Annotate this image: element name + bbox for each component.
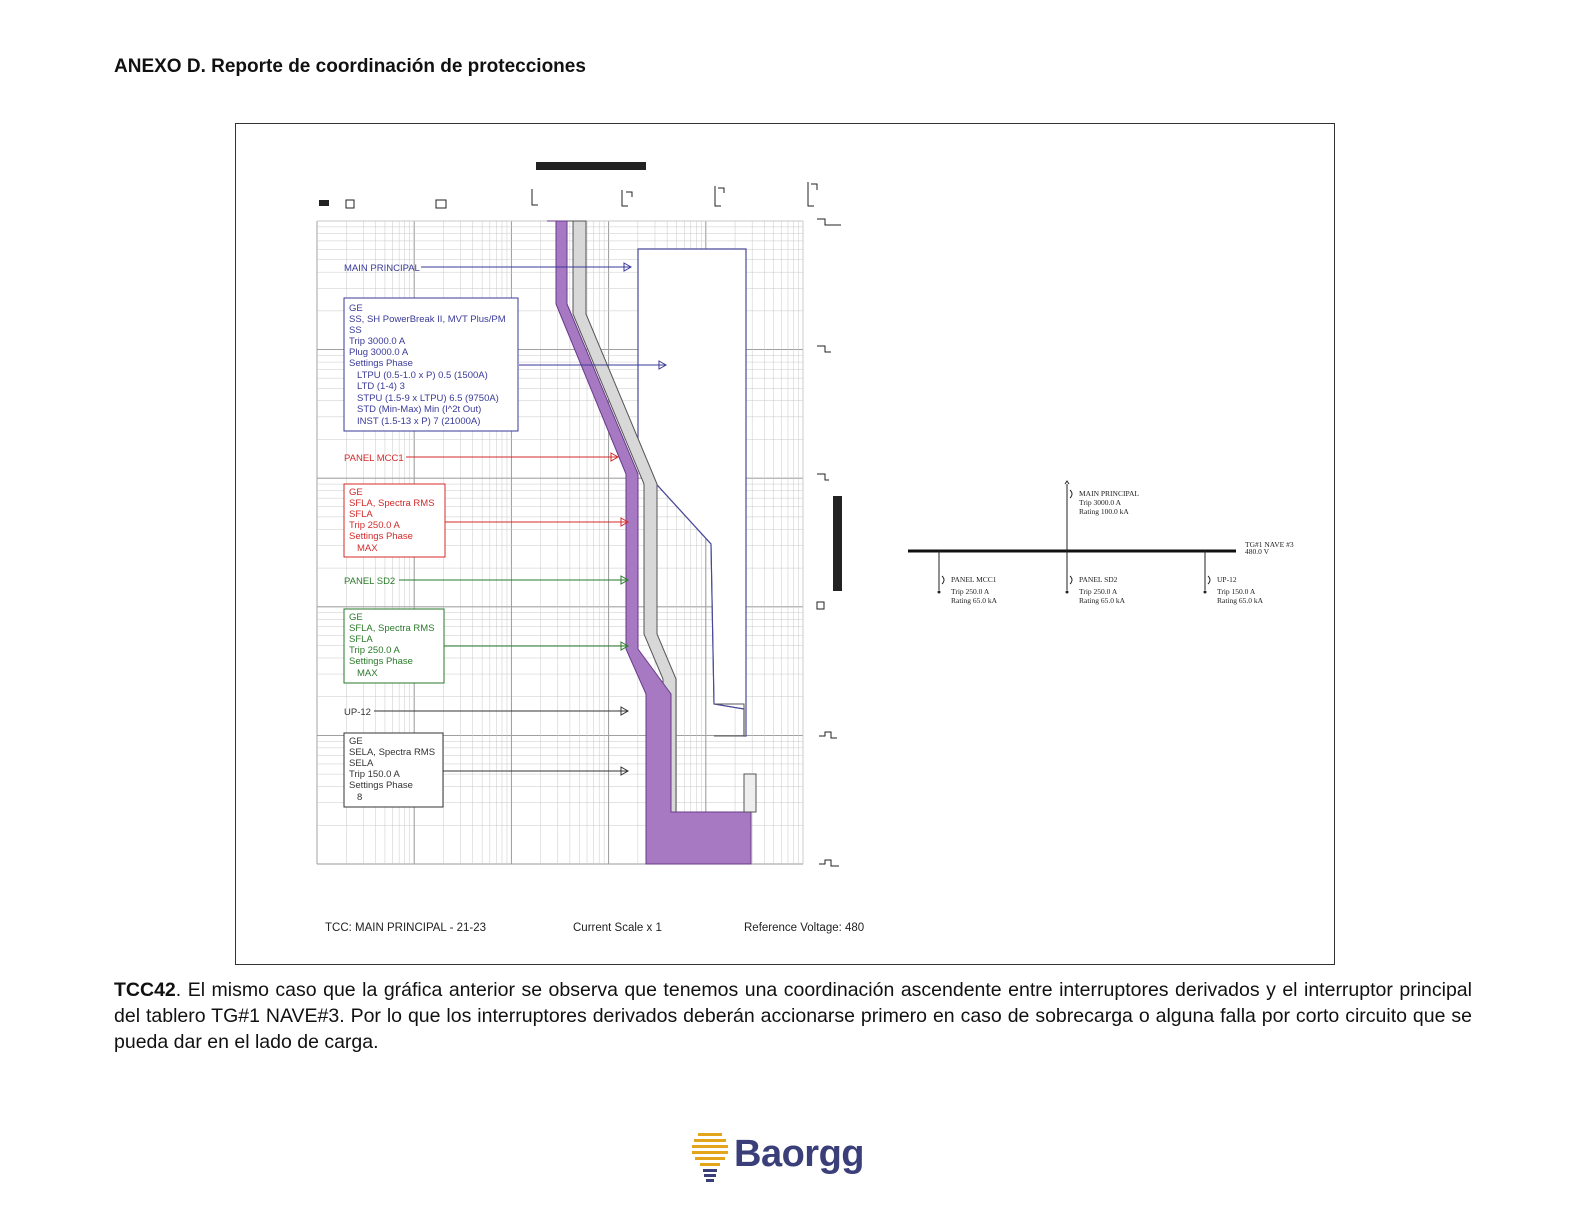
figure-caption bbox=[114, 977, 1472, 1055]
svg-text:GE: GE bbox=[349, 736, 363, 747]
plot-title-glyph bbox=[536, 162, 646, 170]
main-breaker-trip: Trip 3000.0 A bbox=[1079, 498, 1122, 507]
svg-text:GE: GE bbox=[349, 612, 363, 623]
svg-text:LTD (1-4) 3: LTD (1-4) 3 bbox=[357, 381, 405, 392]
svg-text:Settings Phase: Settings Phase bbox=[349, 358, 413, 369]
svg-text:SFLA, Spectra RMS: SFLA, Spectra RMS bbox=[349, 623, 435, 634]
feeder-sd2-rating: Rating 65.0 kA bbox=[1079, 596, 1126, 605]
tcc-figure bbox=[235, 123, 1335, 965]
tcc-curves bbox=[547, 221, 756, 864]
svg-text:STD (Min-Max) Min (I^2t Out): STD (Min-Max) Min (I^2t Out) bbox=[357, 404, 482, 415]
feeder-up12-name: UP-12 bbox=[1217, 575, 1237, 584]
up12-inst-box bbox=[744, 774, 756, 812]
svg-text:SELA, Spectra RMS: SELA, Spectra RMS bbox=[349, 747, 436, 758]
device-callouts bbox=[344, 263, 666, 807]
feeder-up12-rating: Rating 65.0 kA bbox=[1217, 596, 1264, 605]
annex-title: ANEXO D. Reporte de coordinación de protecciones bbox=[114, 56, 586, 77]
label-main-principal: MAIN PRINCIPAL bbox=[344, 263, 420, 274]
svg-text:SS: SS bbox=[349, 325, 362, 336]
main-breaker-rating: Rating 100.0 kA bbox=[1079, 507, 1129, 516]
svg-text:GE: GE bbox=[349, 303, 363, 314]
svg-text:LTPU (0.5-1.0 x P) 0.5 (1500A): LTPU (0.5-1.0 x P) 0.5 (1500A) bbox=[357, 370, 488, 381]
feeder-mcc1-name: PANEL MCC1 bbox=[951, 575, 997, 584]
svg-text:GE: GE bbox=[349, 487, 363, 498]
svg-text:SELA: SELA bbox=[349, 758, 374, 769]
company-logo bbox=[690, 1127, 880, 1187]
svg-text:SFLA, Spectra RMS: SFLA, Spectra RMS bbox=[349, 498, 435, 509]
label-up12: UP-12 bbox=[344, 707, 371, 718]
svg-text:MAX: MAX bbox=[357, 543, 378, 554]
svg-text:Settings Phase: Settings Phase bbox=[349, 531, 413, 542]
footer-reference-voltage: Reference Voltage: 480 bbox=[744, 922, 865, 934]
main-breaker-name: MAIN PRINCIPAL bbox=[1079, 489, 1139, 498]
label-panel-mcc1: PANEL MCC1 bbox=[344, 453, 404, 464]
svg-text:SFLA: SFLA bbox=[349, 509, 373, 520]
svg-text:INST (1.5-13 x P) 7 (21000A): INST (1.5-13 x P) 7 (21000A) bbox=[357, 416, 481, 427]
tcc-plot bbox=[236, 124, 1336, 966]
plot-header-glyphs bbox=[319, 162, 817, 208]
feeder-mcc1-rating: Rating 65.0 kA bbox=[951, 596, 998, 605]
svg-text:Trip 250.0 A: Trip 250.0 A bbox=[349, 645, 400, 656]
svg-text:Trip 150.0 A: Trip 150.0 A bbox=[349, 769, 400, 780]
feeder-sd2-trip: Trip 250.0 A bbox=[1079, 587, 1118, 596]
svg-text:MAX: MAX bbox=[357, 668, 378, 679]
svg-text:SFLA: SFLA bbox=[349, 634, 373, 645]
logo-text: Baorgg bbox=[734, 1133, 864, 1175]
lightbulb-icon bbox=[690, 1127, 730, 1183]
svg-text:8: 8 bbox=[357, 792, 363, 803]
caption-label: TCC42 bbox=[114, 979, 176, 1001]
bus-name: TG#1 NAVE #3 bbox=[1245, 540, 1294, 549]
footer-current-scale: Current Scale x 1 bbox=[573, 922, 662, 934]
caption-text: . El mismo caso que la gráfica anterior se observa que tenemos una coordinación ascendente entre interruptores derivados y el interruptor principal del tablero TG#1 NAVE#3. Por lo que los interruptores derivados deberán accionarse primero en caso de sobrecarga o alguna falla por corto circuito que se pueda dar en el lado de carga. bbox=[114, 979, 1472, 1053]
bus-voltage: 480.0 V bbox=[1245, 547, 1270, 556]
feeder-sd2-name: PANEL SD2 bbox=[1079, 575, 1118, 584]
time-axis-label bbox=[833, 496, 842, 591]
svg-text:STPU (1.5-9 x LTPU) 6.5 (9750A: STPU (1.5-9 x LTPU) 6.5 (9750A) bbox=[357, 393, 499, 404]
feeder-mcc1-trip: Trip 250.0 A bbox=[951, 587, 990, 596]
svg-text:Settings Phase: Settings Phase bbox=[349, 656, 413, 667]
svg-text:Trip 250.0 A: Trip 250.0 A bbox=[349, 520, 400, 531]
svg-text:SS, SH PowerBreak II, MVT Plus: SS, SH PowerBreak II, MVT Plus/PM bbox=[349, 314, 506, 325]
svg-text:Trip 3000.0 A: Trip 3000.0 A bbox=[349, 336, 406, 347]
feeder-up12-trip: Trip 150.0 A bbox=[1217, 587, 1256, 596]
svg-text:Plug 3000.0 A: Plug 3000.0 A bbox=[349, 347, 409, 358]
label-panel-sd2: PANEL SD2 bbox=[344, 576, 396, 587]
footer-tcc-label: TCC: MAIN PRINCIPAL - 21-23 bbox=[325, 922, 487, 934]
svg-text:Settings Phase: Settings Phase bbox=[349, 780, 413, 791]
one-line-diagram bbox=[908, 481, 1294, 605]
